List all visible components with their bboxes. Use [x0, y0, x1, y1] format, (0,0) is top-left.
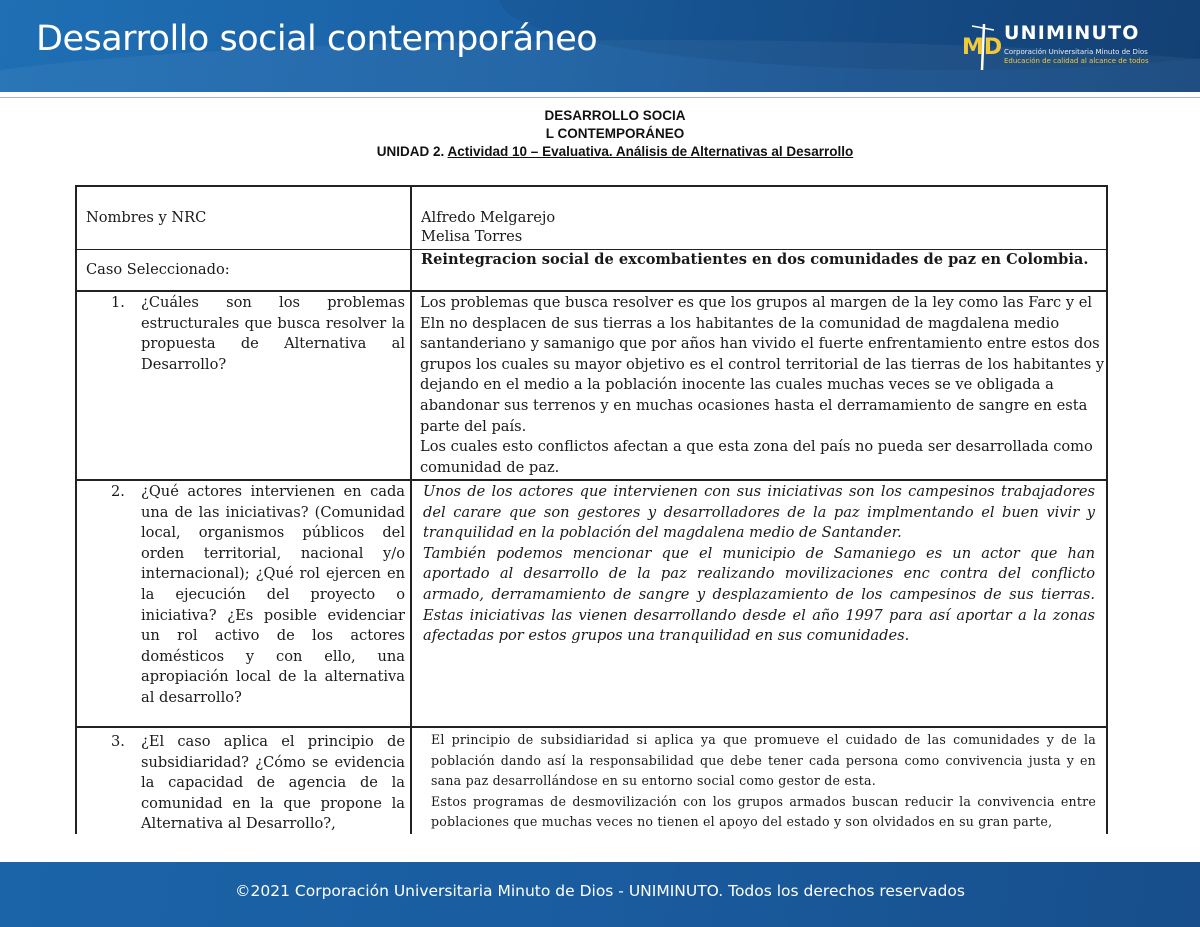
- answer-paragraph: Unos de los actores que intervienen con sus iniciativas son los campesinos trabajadores del carare que son gestores y desarrolladores de la paz implmentando el buen vivir y tranquilidad en la población del magdalena medio de Santander.: [423, 483, 1095, 542]
- logo-subtitle-line1: Corporación Universitaria Minuto de Dios: [1004, 48, 1148, 56]
- activity-table: [75, 185, 1108, 834]
- answer-paragraph: Los cuales esto conflictos afectan a que esta zona del país no pueda ser desarrollada como comunidad de paz.: [420, 438, 1093, 476]
- answer-paragraph: Estos programas de desmovilización con los grupos armados buscan reducir la convivencia entre poblaciones que muchas veces no tienen el apoyo del estado y son olvidados en su gran parte,: [431, 793, 1096, 829]
- heading-line-2: L CONTEMPORÁNEO: [545, 126, 685, 141]
- question-1: [111, 293, 405, 375]
- question-text: ¿Qué actores intervienen en cada una de las iniciativas? (Comunidad local, organismos públicos del orden territorial, nacional y/o internacional); ¿Qué rol ejercen en la ejecución del proyecto o iniciativa? ¿Es posible evidenciar un rol activo de los actores domésticos y con ello, una apropiación local de la alternativa al desarrollo?: [141, 483, 405, 706]
- student-name: Alfredo Melgarejo: [421, 209, 556, 226]
- names-label: Nombres y NRC: [86, 209, 207, 226]
- heading-unit: UNIDAD 2.: [376, 144, 448, 159]
- question-number: 3.: [111, 733, 125, 750]
- logo-subtitle: [1004, 48, 1164, 66]
- header-title: Desarrollo social contemporáneo: [36, 19, 598, 59]
- table-border-right: [1106, 185, 1108, 834]
- question-text: ¿Cuáles son los problemas estructurales que busca resolver la propuesta de Alternativa al Desarrollo?: [141, 294, 405, 373]
- question-2: [111, 482, 405, 709]
- case-label: Caso Seleccionado:: [86, 261, 230, 278]
- logo-subtitle-line2: Educación de calidad al alcance de todos: [1004, 57, 1149, 65]
- header-band: [0, 0, 1200, 92]
- answer-paragraph: El principio de subsidiaridad si aplica ya que promueve el cuidado de las comunidades y de la población dando así la responsabilidad que debe tener cada persona como convivencia justa y en sana paz desarrollándose en su entorno social como gestor de esta.: [431, 732, 1096, 788]
- logo-name: UNIMINUTO: [1004, 22, 1140, 44]
- table-column-divider: [410, 185, 412, 834]
- answer-1: [420, 293, 1106, 478]
- document-heading: [300, 107, 930, 161]
- table-row-divider: [75, 479, 1108, 481]
- question-number: 1.: [111, 294, 125, 311]
- heading-activity: Actividad 10 – Evaluativa. Análisis de Alternativas al Desarrollo: [447, 144, 854, 159]
- question-text: ¿El caso aplica el principio de subsidiaridad? ¿Cómo se evidencia la capacidad de agencia de la comunidad en la que propone la Alternativa al Desarrollo?,: [141, 733, 405, 833]
- uniminuto-logo-icon: [958, 18, 1004, 76]
- uniminuto-logo: [958, 18, 1158, 76]
- names-value: [421, 209, 1021, 246]
- header-divider: [0, 92, 1200, 96]
- question-number: 2.: [111, 483, 125, 500]
- answer-paragraph: Los problemas que busca resolver es que los grupos al margen de la ley como las Farc y el Eln no desplacen de sus tierras a los habitantes de la comunidad de magdalena medio santanderiano y samanigo que por años han vivido el fuerte enfrentamiento entre estos dos grupos los cuales su mayor objetivo es el control territorial de las tierras de los habitantes y dejando en el medio a la población inocente las cuales muchas veces se ve obligada a abandonar sus terrenos y en muchas ocasiones hasta el derramamiento de sangre en esta parte del país.: [420, 294, 1105, 435]
- table-row-divider: [75, 726, 1108, 728]
- question-3: [111, 732, 405, 835]
- logo-mark-letters: MD: [962, 35, 1003, 60]
- student-name: Melisa Torres: [421, 227, 523, 245]
- table-row-divider: [75, 290, 1108, 292]
- table-border-left: [75, 185, 77, 834]
- table-border-top: [75, 185, 1108, 187]
- answer-3: [431, 730, 1096, 833]
- header-divider-thin: [0, 97, 1200, 98]
- heading-line-3: [300, 143, 930, 161]
- footer-band: [0, 862, 1200, 927]
- heading-line-1: DESARROLLO SOCIA: [544, 108, 686, 123]
- answer-paragraph: También podemos mencionar que el municipio de Samaniego es un actor que han aportado al desarrollo de la paz realizando movilizaciones enc contra del conflicto armado, derramamiento de sangre y desplazamiento de los campesinos de sus tierras. Estas iniciativas las vienen desarrollando desde el año 1997 para así aportar a la zonas afectadas por estos grupos una tranquilidad en sus comunidades.: [423, 544, 1095, 645]
- case-value: Reintegracion social de excombatientes en dos comunidades de paz en Colombia.: [421, 251, 1089, 268]
- footer-copyright: ©2021 Corporación Universitaria Minuto de Dios - UNIMINUTO. Todos los derechos reservados: [235, 882, 965, 900]
- answer-2: [423, 482, 1095, 647]
